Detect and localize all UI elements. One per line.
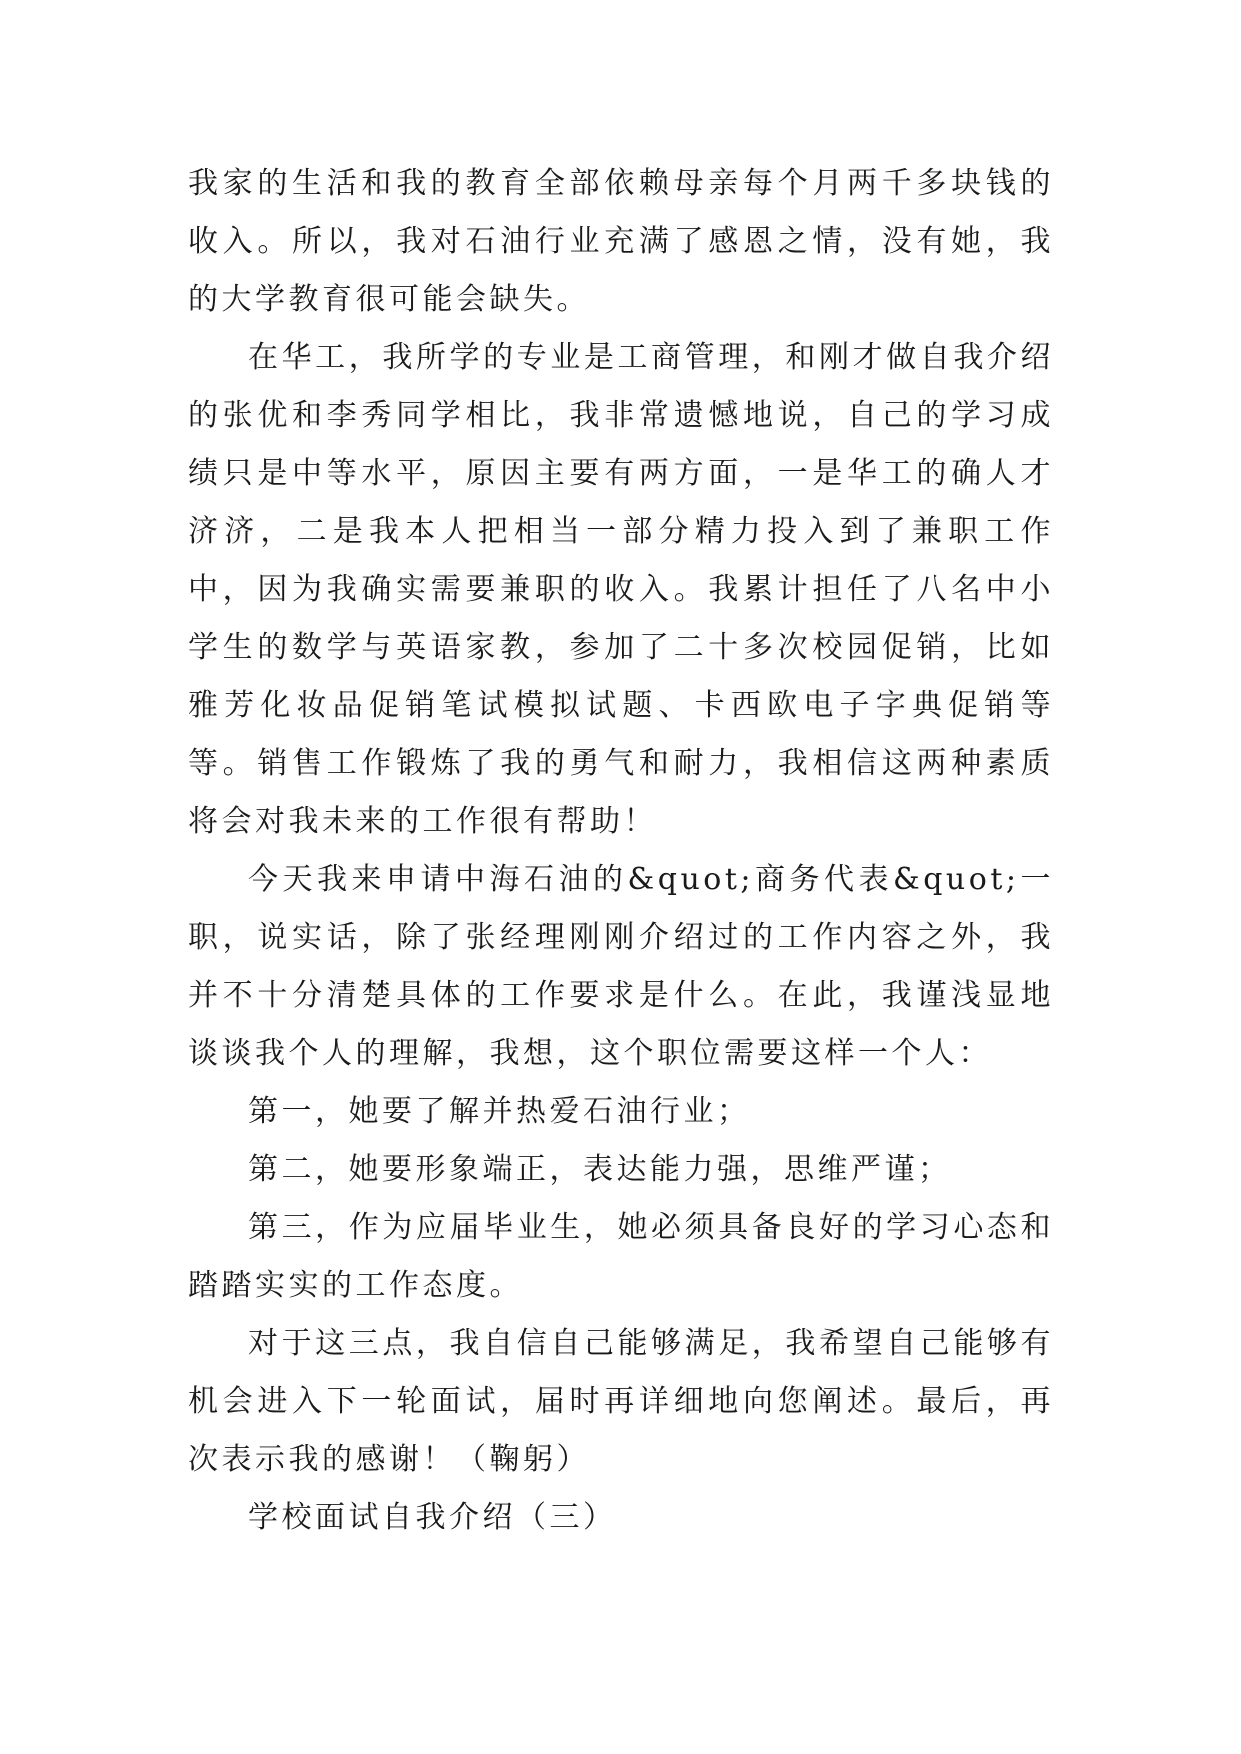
section-heading: 学校面试自我介绍（三） <box>248 1500 617 1535</box>
paragraph-7: 对于这三点，我自信自己能够满足，我希望自己能够有机会进入下一轮面试，届时再详细地向您阐述。最后，再次表示我的感谢！（鞠躬） <box>188 1326 1054 1477</box>
paragraph-3: 今天我来申请中海石油的&quot;商务代表&quot;一职，说实话，除了张经理刚刚介绍过的工作内容之外，我并不十分清楚具体的工作要求是什么。在此，我谨浅显地谈谈我个人的理解，我想，这个职位需要这样一个人： <box>188 862 1054 1071</box>
paragraph-6: 第三，作为应届毕业生，她必须具备良好的学习心态和踏踏实实的工作态度。 <box>188 1210 1054 1303</box>
paragraph-1: 我家的生活和我的教育全部依赖母亲每个月两千多块钱的收入。所以，我对石油行业充满了感恩之情，没有她，我的大学教育很可能会缺失。 <box>188 166 1054 317</box>
paragraph-2: 在华工，我所学的专业是工商管理，和刚才做自我介绍的张优和李秀同学相比，我非常遗憾地说，自己的学习成绩只是中等水平，原因主要有两方面，一是华工的确人才济济，二是我本人把相当一部分精力投入到了兼职工作中，因为我确实需要兼职的收入。我累计担任了八名中小学生的数学与英语家教，参加了二十多次校园促销，比如雅芳化妆品促销笔试模拟试题、卡西欧电子字典促销等等。销售工作锻炼了我的勇气和耐力，我相信这两种素质将会对我未来的工作很有帮助！ <box>188 340 1054 839</box>
paragraph-5: 第二，她要形象端正，表达能力强，思维严谨； <box>248 1152 952 1187</box>
paragraph-4: 第一，她要了解并热爱石油行业； <box>248 1094 751 1129</box>
document-page <box>188 155 1054 1547</box>
